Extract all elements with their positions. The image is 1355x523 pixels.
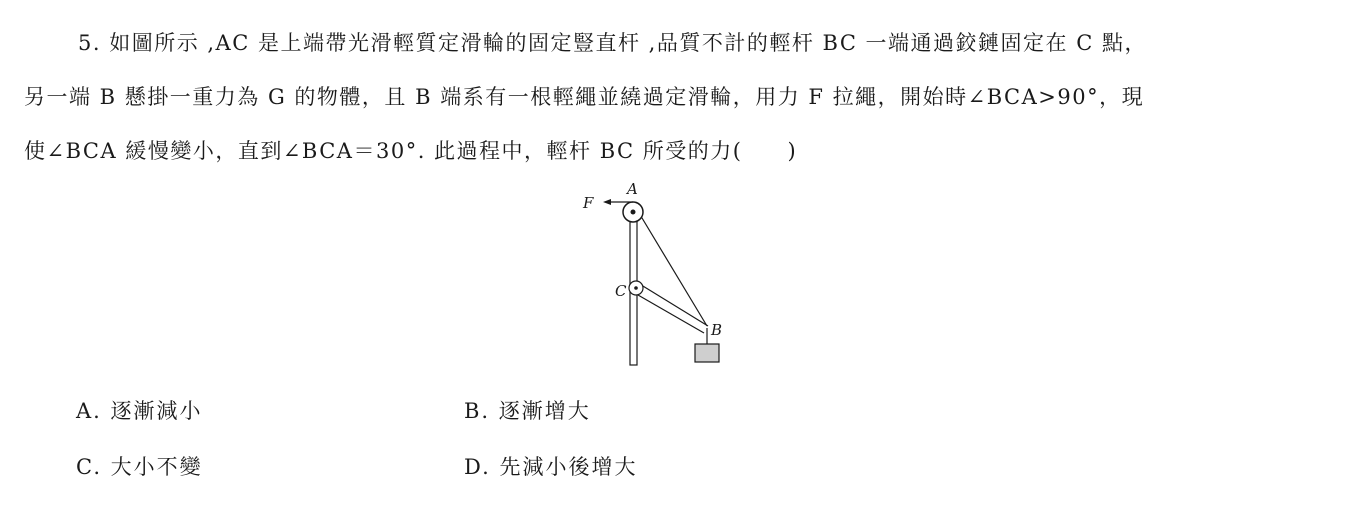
question-text [24, 16, 1324, 178]
force-arrowhead [603, 199, 611, 205]
label-c: C [615, 282, 627, 300]
option-b[interactable]: B. 逐漸增大 [464, 399, 591, 423]
weight-block [695, 344, 719, 362]
option-c[interactable]: C. 大小不變 [76, 455, 203, 479]
option-d[interactable]: D. 先減小後增大 [464, 455, 638, 479]
label-b: B [711, 321, 723, 339]
physics-diagram [570, 178, 740, 373]
question-line-2: 另一端 B 懸掛一重力為 G 的物體，且 B 端系有一根輕繩並繞過定滑輪，用力 F 拉繩，開始時∠BCA>90°，現 [24, 85, 1145, 109]
rod-bc-upper [638, 283, 708, 326]
rope-a-to-b [636, 208, 707, 326]
option-a[interactable]: A. 逐漸減小 [76, 399, 203, 423]
label-f: F [583, 194, 594, 212]
label-a: A [627, 180, 638, 198]
question-line-3: 使∠BCA 緩慢變小，直到∠BCA＝30°. 此過程中，輕杆 BC 所受的力( ) [24, 139, 798, 163]
rod-bc-lower [638, 295, 704, 333]
question-line-1: 5. 如圖所示 ,AC 是上端帶光滑輕質定滑輪的固定豎直杆 ,品質不計的輕杆 BC 一端通過鉸鏈固定在 C 點， [78, 31, 1147, 55]
